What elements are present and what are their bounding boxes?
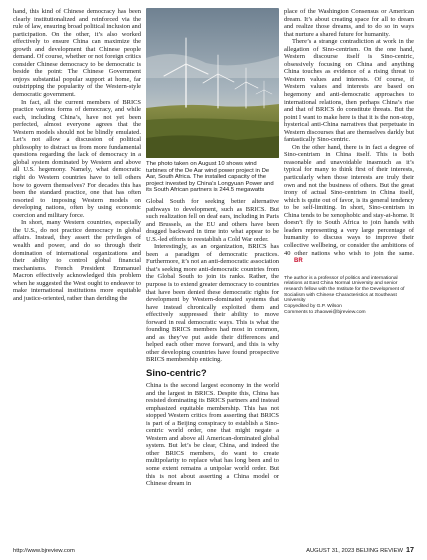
section-subheading: Sino-centric? xyxy=(146,368,207,379)
left-column xyxy=(13,8,141,302)
wind-turbine-photo xyxy=(146,8,279,158)
footer-issue xyxy=(306,545,414,554)
issue-date: AUGUST 31, 2023 BEIJING REVIEW xyxy=(306,548,403,554)
author-bio xyxy=(284,276,414,316)
body-paragraph: place of the Washington Consensus or American dream. It’s about creating space for all to dream and realize those dreams, and to do so in ways that nurture a shared future for humanity. xyxy=(284,8,414,38)
body-paragraph xyxy=(284,144,414,266)
copyeditor-credit: Copyedited by G.P. Wilson xyxy=(284,304,342,310)
comments-email: Comments to zhaowei@bjreview.com xyxy=(284,309,366,315)
photo-caption: The photo taken on August 10 shows wind turbines of the De Aar wind power project in De Aar, South Africa. The installed capacity of the project invested by China’s Longyuan Power and its South African partners is 244.5 megawatts xyxy=(146,161,274,194)
body-paragraph: In fact, all the current members of BRICS practice various forms of democracy, and while each, including China’s, have not yet been perfected, almost everyone agrees that the Western models should not be blindly emulated. Let’s not allow a discussion of political philosophy to distract us from more fundamental questions regarding the lack of democracy in a global system dominated by Western and above all U.S. hegemony. Namely, what democratic right do Western countries have to tell others how to govern themselves? For decades this has been the standard practice, one that has often resorted to imposing Western models on developing nations, often by using economic coercion and military force. xyxy=(13,98,141,219)
middle-column xyxy=(146,8,279,488)
page-number: 17 xyxy=(406,545,414,554)
body-paragraph: China is the second largest economy in the world and the largest in BRICS. Despite this, China has resisted dominating its BRICS partners and instead emphasized equitable membership. This has not stopped Western critics from asserting that BRICS is part of a Beijing conspiracy to establish a Sino-centric world order, one that might negate a Western and above all American-dominated global system. But let’s be clear, China, and indeed the other BRICS members, do want to create multipolarity to replace what has long been and to some extent remains a unipolar world order. But this is not about asserting a China model or Chinese dream in xyxy=(146,382,279,488)
body-paragraph: Global South for seeking better alternative pathways to development, such as BRICS. But such realization fell on deaf ears, including in Paris and Brussels, as the EU and others have been dragged backward in time into what appear to be U.S.-led efforts to reestablish a Cold War order. xyxy=(146,197,279,243)
paragraph-text: On the other hand, there is in fact a degree of Sino-centrism in China itself. This is both reasonable and unavoidable inasmuch as it’s typical for many to think first of their interests, particularly when those interests are truly their own and not the business of others. But the great irony of actual Sino-centrism in China itself, which is quite out of favor, is its general tendency to be self-limiting. In short, Sino-centrism in China tends to be xenophobic and stay-at-home. It doesn’t fly to South Africa to join hands with leaders representing a very large percentage of humanity to discuss ways to improve their collective wellbeing, or consider the ambitions of 40 other nations who wish to join the same. xyxy=(284,143,414,257)
end-mark: BR xyxy=(294,258,303,265)
body-paragraph: hand, this kind of Chinese democracy has been clearly institutionalized and reinforced via the rule of law, ensuring broad political inclusion and participation. On the other, it’s also worked effectively to ensure China can maximize the growth and development that Chinese people demand. Of course, whether or not foreign critics consider Chinese democracy to be democratic is beside the point: The Chinese Government enjoys substantial popular support at home, far outstripping the popularity of the Western-style democratic government. xyxy=(13,8,141,99)
body-paragraph: In short, many Western countries, especially the U.S., do not practice democracy in global affairs. Instead, they assert the privileges of wealth and power, and do so through their domination of international organizations and their ability to control global financial mechanisms. French President Emmanuel Macron effectively acknowledged this problem when he suggested the West ought to endeavor to make international institutions more equitable and justice-oriented, rather than deriding the xyxy=(13,219,141,302)
body-paragraph: Interestingly, as an organization, BRICS has been a paradigm of democratic practices. Furthermore, it’s not an anti-democratic association that’s seeking more anti-democratic countries from the Global South to join its ranks. Rather, the purpose is to extend greater democracy to countries that have been denied these democratic rights for development by Western-dominated systems that have instead chronically exploited them and effectively suppressed their ability to move forward in real democratic ways. This is what the founding BRICS members had most in common, and as they’ve put aside their differences and helped each other move forward, and this is why other developing countries have found prospective BRICS membership enticing. xyxy=(146,243,280,364)
wind-turbine-landscape-icon xyxy=(146,8,279,158)
body-paragraph: There’s a strange contradiction at work in the allegation of Sino-centrism. On the one hand, Western discourse itself is Sino-centric, obsessively focusing on China and anything China touches as evidence of a rising threat to Western values and interests. Of course, if Western values and interests are based on hegemony and anti-democratic approaches to international relations, then perhaps China’s rise and that of BRICS do constitute threats. But the point I want to make here is that it is the non-stop, hysterical anti-China narratives that perpetuate in Western discourses that are themselves darkly but fantastically Sino-centric. xyxy=(284,38,414,144)
bio-text: The author is a professor of politics and international relations at East China Normal University and senior research fellow with the Institute for the Development of Socialism with Chinese Characteristics at Southeast University xyxy=(284,275,405,304)
footer-url[interactable]: http://www.bjreview.com xyxy=(13,548,75,554)
right-column xyxy=(284,8,414,316)
